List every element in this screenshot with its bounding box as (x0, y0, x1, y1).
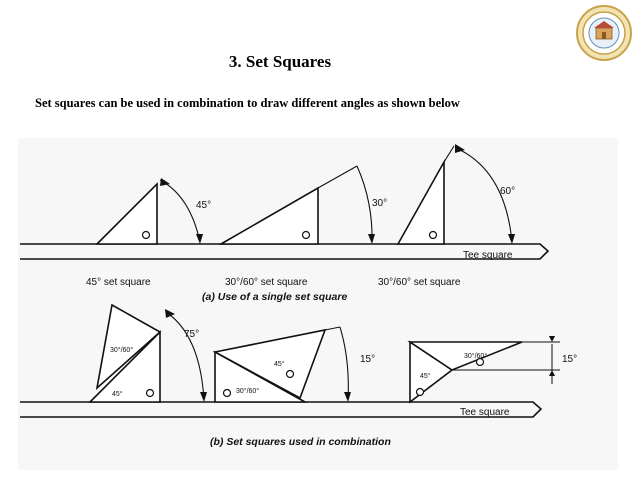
inner-label-b2-lower: 30°/60° (236, 388, 260, 395)
inner-label-b3-right: 30°/60° (464, 353, 488, 360)
label-30-60-set-square-1: 30°/60° set square (225, 277, 308, 288)
set-square-hole (147, 390, 154, 397)
tee-square-label-a: Tee square (463, 250, 513, 261)
set-square-hole (287, 371, 294, 378)
label-45-set-square: 45° set square (86, 277, 151, 288)
caption-b: (b) Set squares used in combination (210, 436, 391, 448)
slide-title: 3. Set Squares (228, 52, 332, 71)
caption-a: (a) Use of a single set square (202, 291, 348, 303)
set-square-hole (430, 232, 437, 239)
set-square-hole (143, 232, 150, 239)
angle-label-60: 60° (500, 186, 516, 197)
tee-square-label-b: Tee square (460, 407, 510, 418)
angle-label-30: 30° (372, 198, 388, 209)
angle-label-45: 45° (196, 200, 212, 211)
set-squares-figure (0, 130, 638, 478)
set-square-hole (224, 390, 231, 397)
inner-label-b1-bottom: 45° (112, 391, 123, 398)
inner-label-b3-left: 45° (420, 373, 431, 380)
inner-label-b1-top: 30°/60° (110, 347, 134, 354)
angle-label-75: 75° (184, 329, 200, 340)
set-square-hole (303, 232, 310, 239)
label-30-60-set-square-2: 30°/60° set square (378, 277, 461, 288)
angle-label-15b: 15° (562, 354, 578, 365)
set-square-hole (417, 389, 424, 396)
angle-label-15a: 15° (360, 354, 376, 365)
slide-subtitle: Set squares can be used in combination to draw different angles as shown below (35, 96, 460, 110)
inner-label-b2-inner: 45° (274, 361, 285, 368)
university-seal-icon (575, 4, 633, 62)
